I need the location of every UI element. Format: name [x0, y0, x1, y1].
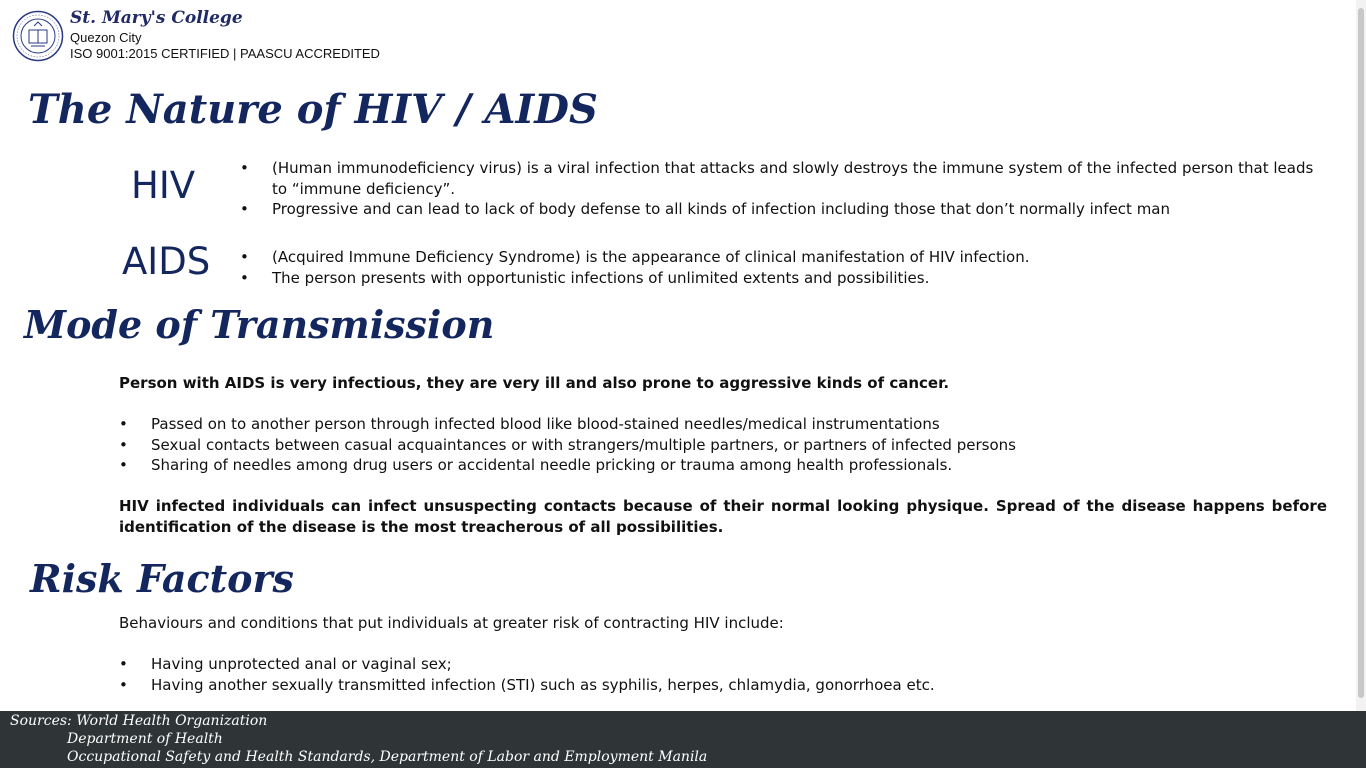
college-seal-icon [12, 10, 64, 62]
list-item [119, 675, 1327, 696]
bullet: • [119, 675, 128, 694]
list-item [119, 414, 1327, 435]
risk-points [119, 654, 1327, 695]
risk-heading: Risk Factors [30, 556, 294, 601]
transmission-point-text: Sharing of needles among drug users or accidental needle pricking or trauma among health professionals. [151, 456, 953, 474]
risk-intro: Behaviours and conditions that put individuals at greater risk of contracting HIV include: [119, 614, 784, 632]
aids-point-text: (Acquired Immune Deficiency Syndrome) is the appearance of clinical manifestation of HIV infection. [272, 248, 1030, 266]
bullet: • [119, 655, 128, 673]
aids-points [240, 247, 1330, 288]
aids-point-text: The person presents with opportunistic infections of unlimited extents and possibilities. [272, 268, 930, 287]
bullet: • [240, 159, 249, 177]
sources-label: Sources: World Health Organization [10, 713, 268, 729]
scrollbar-thumb[interactable] [1358, 8, 1364, 698]
sources-footer [0, 711, 1366, 768]
list-item [240, 158, 1330, 199]
hiv-point-text: (Human immunodeficiency virus) is a viral infection that attacks and slowly destroys the immune system of the infected person that leads to “immune deficiency”. [272, 159, 1314, 198]
list-item [240, 268, 1330, 289]
list-item [119, 654, 1327, 675]
risk-point-text: Having unprotected anal or vaginal sex; [151, 655, 452, 673]
bullet: • [240, 268, 249, 287]
college-name: St. Mary's College [70, 8, 243, 28]
bullet: • [119, 435, 128, 454]
transmission-intro: Person with AIDS is very infectious, they are very ill and also prone to aggressive kinds of cancer. [119, 374, 950, 392]
list-item [119, 455, 1327, 476]
risk-point-text: Having another sexually transmitted infection (STI) such as syphilis, herpes, chlamydia, gonorrhoea etc. [151, 675, 935, 694]
transmission-point-text: Sexual contacts between casual acquaintances or with strangers/multiple partners, or partners of infected persons [151, 435, 1016, 454]
college-city: Quezon City [70, 30, 142, 45]
nature-heading: The Nature of HIV / AIDS [28, 86, 598, 133]
certification-line: ISO 9001:2015 CERTIFIED | PAASCU ACCREDITED [70, 46, 380, 61]
list-item [240, 199, 1330, 220]
hiv-term: HIV [131, 164, 196, 207]
bullet: • [240, 248, 249, 266]
bullet: • [119, 456, 128, 474]
source-item: Occupational Safety and Health Standards, Department of Labor and Employment Manila [67, 749, 708, 765]
bullet: • [119, 415, 128, 433]
list-item [240, 247, 1330, 268]
hiv-points [240, 158, 1330, 220]
hiv-point-text: Progressive and can lead to lack of body defense to all kinds of infection including those that don’t normally infect man [272, 200, 1171, 218]
transmission-heading: Mode of Transmission [24, 302, 495, 347]
transmission-point-text: Passed on to another person through infected blood like blood-stained needles/medical instrumentations [151, 415, 940, 433]
transmission-points [119, 414, 1327, 476]
transmission-outro: HIV infected individuals can infect unsuspecting contacts because of their normal looking physique. Spread of the disease happens before identification of the disease is the most treacherous of all possibilities. [119, 497, 1327, 536]
vertical-scrollbar[interactable] [1356, 0, 1366, 711]
list-item [119, 435, 1327, 456]
bullet: • [240, 200, 249, 218]
aids-term: AIDS [122, 240, 211, 283]
source-item: Department of Health [67, 731, 223, 747]
